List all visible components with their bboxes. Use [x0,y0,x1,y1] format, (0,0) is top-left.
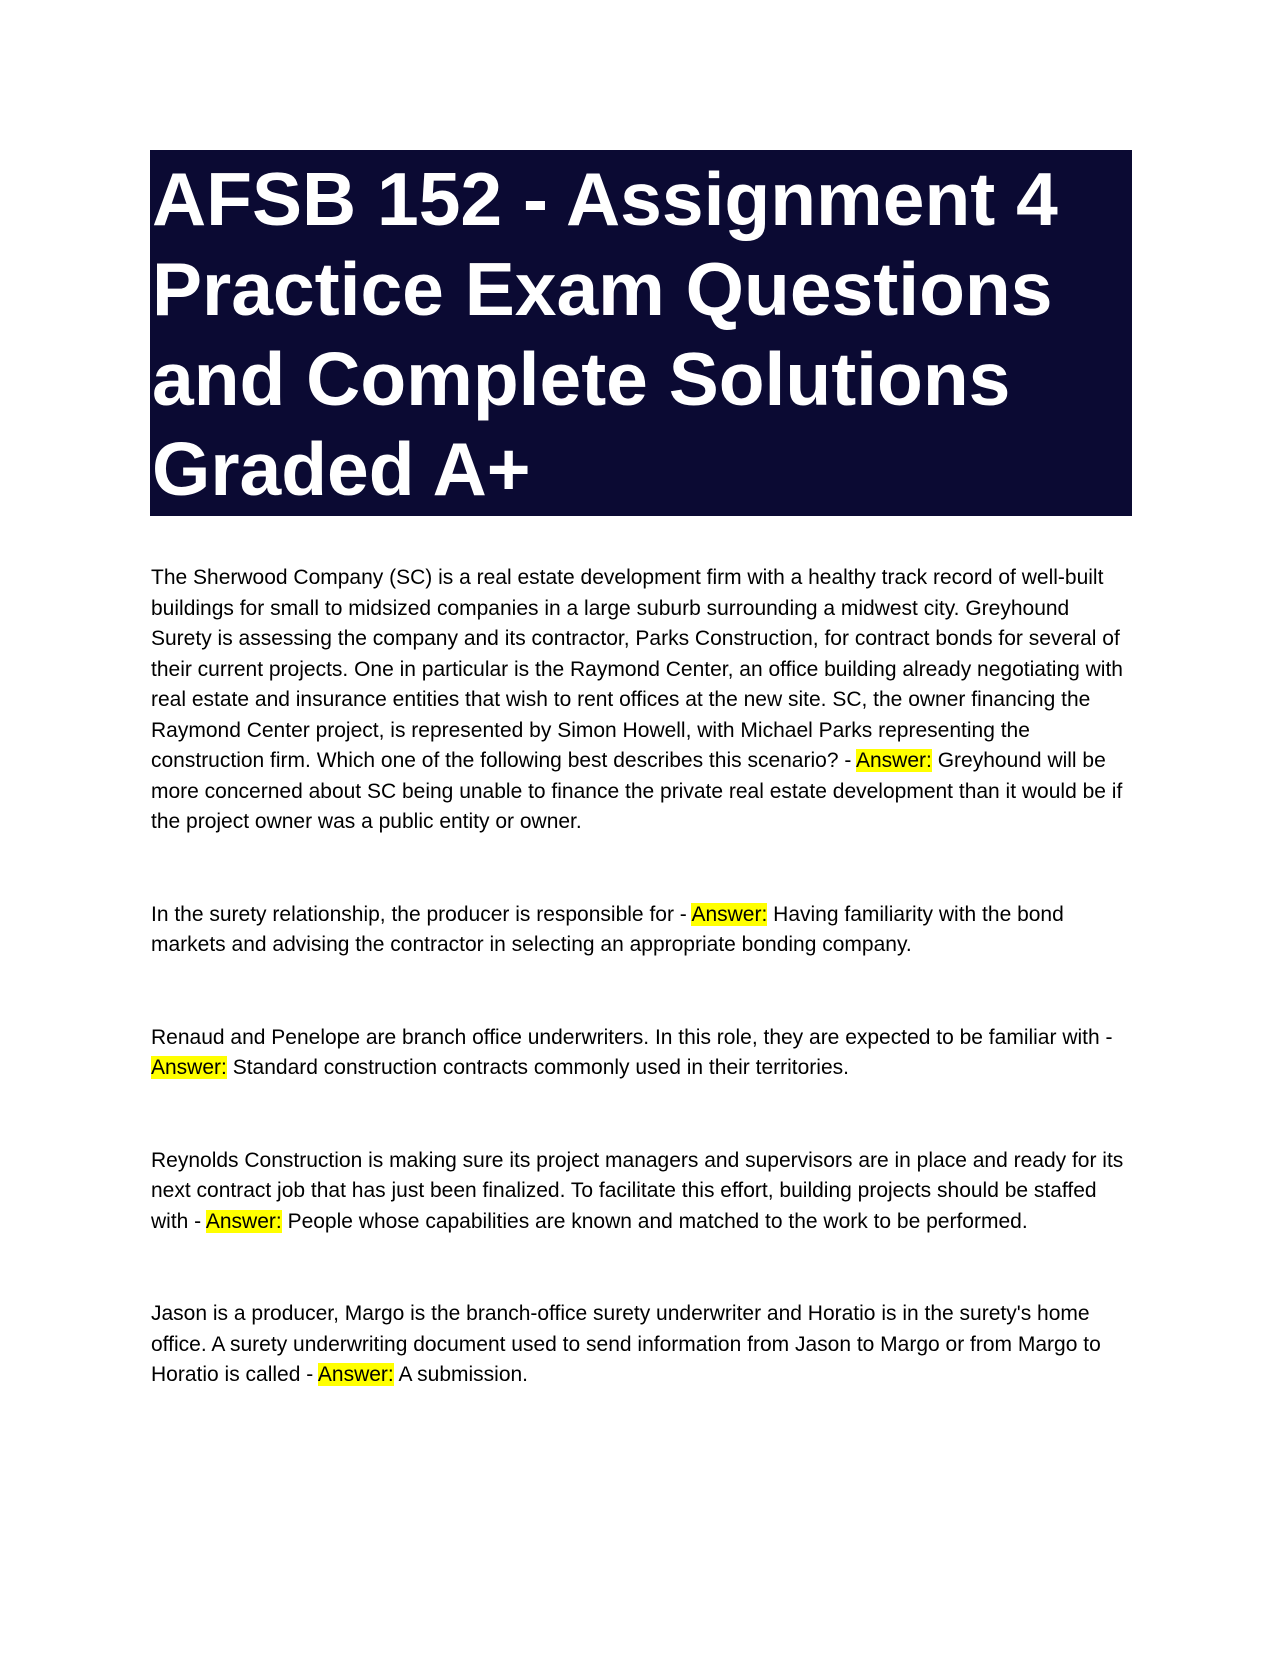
answer-text: Greyhound will be more concerned about SC being unable to finance the private real estate development than it would be if the project owner was a public entity or owner. [151,749,1123,833]
answer-text: A submission. [398,1363,529,1386]
question-answer-item [151,563,1131,838]
question-answer-item [151,900,1131,961]
answer-label: Answer: [691,902,768,926]
document-title-line: Practice Exam Questions [152,247,1053,331]
question-answer-item [151,1146,1131,1238]
question-text: Renaud and Penelope are branch office underwriters. In this role, they are expected to be familiar with - [151,1025,1113,1049]
answer-label: Answer: [317,1363,394,1386]
document-title-line: Graded A+ [152,427,531,511]
answer-text: People whose capabilities are known and matched to the work to be performed. [287,1209,1028,1233]
document-title-line: and Complete Solutions [152,337,1011,421]
answer-label: Answer: [856,749,932,772]
document-title-banner [150,150,1132,516]
question-text: The Sherwood Company (SC) is a real estate development firm with a healthy track record of well-built buildings for small to midsized companies in a large suburb surrounding a midwest city. Greyhound Surety is assessing the company and its contractor, Parks Construction, for contract bonds for several of their current projects. One in particular is the Raymond Center, an office building already negotiating with real estate and insurance entities that wish to rent offices at the new site. SC, the owner financing the Raymond Center project, is represented by Simon Howell, with Michael Parks representing the construction firm. Which one of the following best describes this scenario? - [151,566,1123,772]
question-text: In the surety relationship, the producer is responsible for - [151,902,692,926]
question-text: Reynolds Construction is making sure its project managers and supervisors are in place and ready for its next contract job that has just been finalized. To facilitate this effort, building projects should be staffed with - [151,1148,1124,1233]
answer-label: Answer: [205,1209,282,1233]
question-list [151,563,1131,1391]
document-title-line: AFSB 152 - Assignment 4 [152,157,1058,241]
question-answer-item [151,1023,1131,1084]
answer-label: Answer: [151,1056,227,1079]
answer-text: Having familiarity with the bond markets and advising the contractor in selecting an appropriate bonding company. [151,902,1064,956]
question-text: Jason is a producer, Margo is the branch-office surety underwriter and Horatio is in the surety's home office. A surety underwriting document used to send information from Jason to Margo or from Margo to Horatio is called - [151,1302,1101,1386]
answer-text: Standard construction contracts commonly used in their territories. [232,1056,849,1079]
question-answer-item [151,1299,1131,1391]
